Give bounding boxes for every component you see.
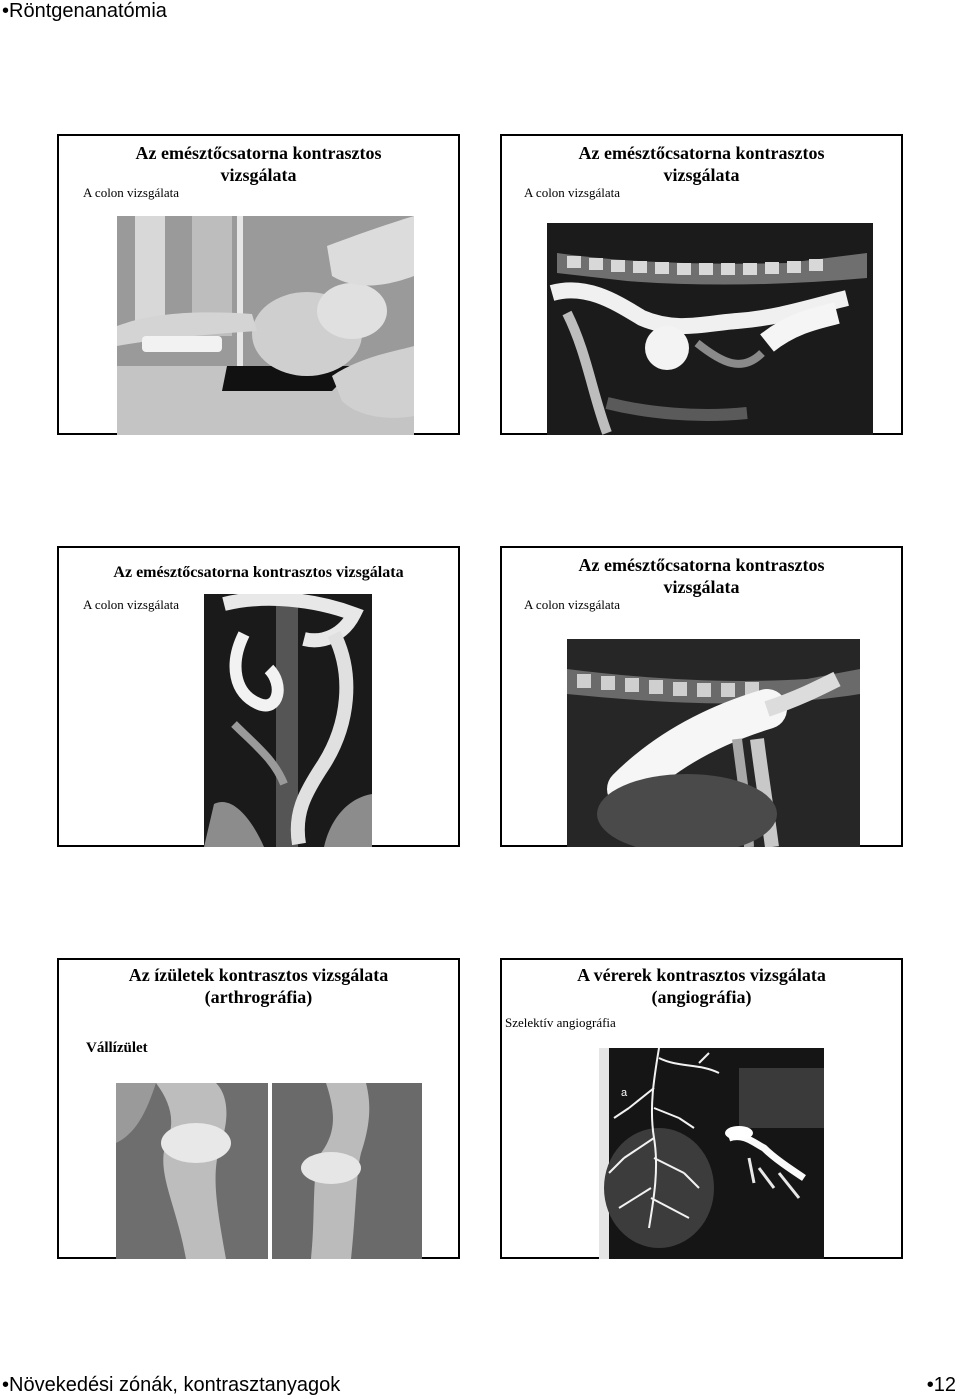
- slide-subtitle: A colon vizsgálata: [83, 185, 180, 200]
- slide-subtitle: A colon vizsgálata: [524, 185, 621, 200]
- ventrodorsal-colon-xray: [204, 594, 372, 847]
- slide-6: [500, 958, 903, 1259]
- slide-1: [57, 134, 460, 435]
- slide-title: Az emésztőcsatorna kontrasztos vizsgálata: [578, 555, 825, 597]
- slide-2: [500, 134, 903, 435]
- page-footer: •Növekedési zónák, kontrasztanyagok: [2, 1374, 341, 1396]
- lateral-colon-xray: [547, 223, 873, 435]
- shoulder-arthrogram: [116, 1083, 422, 1259]
- slide-subtitle: Vállízület: [86, 1040, 148, 1056]
- slide-subtitle: Szelektív angiográfia: [505, 1015, 616, 1030]
- slide-3: [57, 546, 460, 847]
- slide-title: Az emésztőcsatorna kontrasztos vizsgálata: [113, 564, 404, 581]
- page-header: •Röntgenanatómia: [2, 0, 167, 22]
- enema-procedure-photo: [117, 216, 414, 435]
- slide-5: [57, 958, 460, 1259]
- slide-subtitle: A colon vizsgálata: [83, 597, 180, 612]
- slide-4: [500, 546, 903, 847]
- page-number: •12: [926, 1374, 956, 1396]
- slide-title: A vérerek kontrasztos vizsgálata (angiográfia): [577, 965, 826, 1007]
- lateral-colon-xray-2: [567, 639, 860, 847]
- selective-angiogram: [599, 1048, 824, 1259]
- slide-subtitle: A colon vizsgálata: [524, 597, 621, 612]
- slide-title: Az emésztőcsatorna kontrasztos vizsgálata: [135, 143, 382, 185]
- angiogram-label-a: a: [621, 1087, 628, 1099]
- slide-title: Az ízületek kontrasztos vizsgálata (arthrográfia): [128, 965, 389, 1007]
- slide-title: Az emésztőcsatorna kontrasztos vizsgálata: [578, 143, 825, 185]
